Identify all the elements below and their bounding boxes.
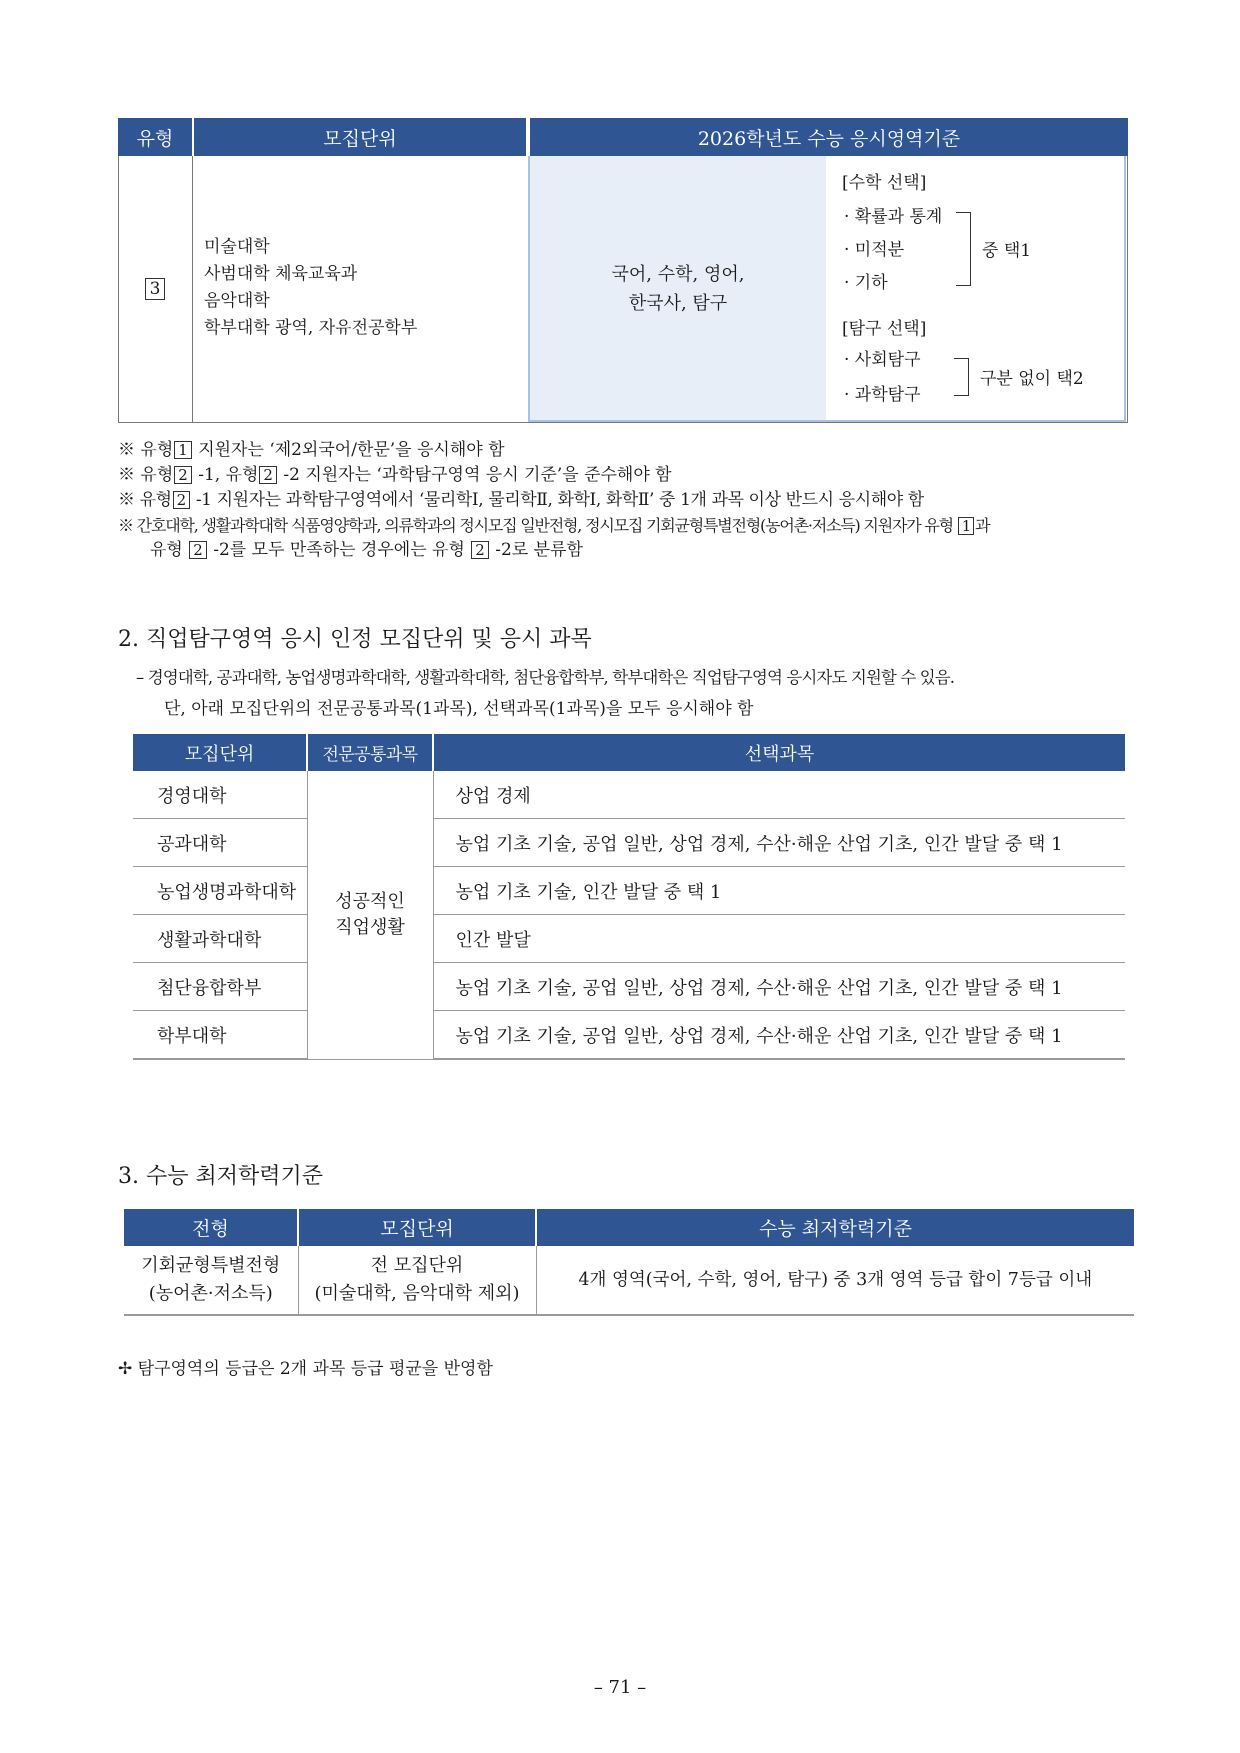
unit-item: 음악대학 <box>204 291 270 311</box>
header-unit: 모집단위 <box>194 118 526 156</box>
note-item: ※ 유형 2 -1 지원자는 과학탐구영역에서 ‘물리학Ⅰ, 물리학Ⅱ, 화학Ⅰ, 화학Ⅱ’ 중 1개 과목 이상 반드시 응시해야 함 <box>118 490 924 510</box>
elective-cell: 농업 기초 기술, 공업 일반, 상업 경제, 수산·해운 산업 기초, 인간 발달 중 택 1 <box>433 819 1125 867</box>
unit-item: 미술대학 <box>204 237 270 257</box>
vocational-inquiry-table <box>133 734 1125 1060</box>
unit-cell: 첨단융합학부 <box>133 963 307 1011</box>
unit-cell: 농업생명과학대학 <box>133 867 307 915</box>
note-item: ※ 유형 2 -1, 유형 2 -2 지원자는 ‘과학탐구영역 응시 기준’을 준수해야 함 <box>118 465 672 485</box>
math-pick: 중 택1 <box>982 241 1032 261</box>
common-subject-cell: 성공적인 직업생활 <box>307 771 433 1059</box>
table-row <box>133 915 1125 963</box>
unit-list <box>204 234 417 342</box>
table-row <box>124 1246 1134 1315</box>
inquiry-bracket <box>954 358 969 396</box>
column-divider <box>192 156 193 422</box>
note-item: 유형 2 -2를 모두 만족하는 경우에는 유형 2 -2로 분류함 <box>150 540 583 560</box>
elective-cell: 농업 기초 기술, 인간 발달 중 택 1 <box>433 867 1125 915</box>
math-option: · 미적분 <box>844 240 905 260</box>
header-unit: 모집단위 <box>133 734 307 771</box>
inquiry-pick: 구분 없이 택2 <box>980 369 1084 389</box>
unit-cell: 공과대학 <box>133 819 307 867</box>
admission-criteria-table <box>118 118 1128 424</box>
table-row <box>133 819 1125 867</box>
section-3-title: 3. 수능 최저학력기준 <box>118 1164 323 1189</box>
section-2-description: – 경영대학, 공과대학, 농업생명과학대학, 생활과학대학, 첨단융합학부, 학부대학은 직업탐구영역 응시자도 지원할 수 있음. <box>136 668 955 687</box>
header-common-subject: 전문공통과목 <box>307 734 433 771</box>
header-type: 유형 <box>118 118 192 156</box>
math-option: · 확률과 통계 <box>844 207 943 227</box>
inquiry-option: · 과학탐구 <box>844 385 921 405</box>
header-elective: 선택과목 <box>433 734 1125 771</box>
math-bracket <box>956 212 971 286</box>
elective-cell: 농업 기초 기술, 공업 일반, 상업 경제, 수산·해운 산업 기초, 인간 발달 중 택 1 <box>433 963 1125 1011</box>
note-item: ※ 간호대학, 생활과학대학 식품영양학과, 의류학과의 정시모집 일반전형, 정시모집 기회균형특별전형(농어촌·저소득) 지원자가 유형 1 과 <box>118 516 990 535</box>
inquiry-option: · 사회탐구 <box>844 350 921 370</box>
table-row <box>133 963 1125 1011</box>
unit-item: 사범대학 체육교육과 <box>204 264 358 284</box>
unit-cell: 전 모집단위 (미술대학, 음악대학 제외) <box>298 1246 536 1315</box>
math-title: [수학 선택] <box>842 173 927 193</box>
section-3-footnote: ✢ 탐구영역의 등급은 2개 과목 등급 평균을 반영함 <box>118 1359 493 1379</box>
unit-cell: 경영대학 <box>133 771 307 819</box>
elective-cell: 상업 경제 <box>433 771 1125 819</box>
section-2-title: 2. 직업탐구영역 응시 인정 모집단위 및 응시 과목 <box>118 627 592 652</box>
table-row <box>133 771 1125 819</box>
note-item: ※ 유형 1 지원자는 ‘제2외국어/한문’을 응시해야 함 <box>118 440 505 460</box>
section-2-description: 단, 아래 모집단위의 전문공통과목(1과목), 선택과목(1과목)을 모두 응시해야 함 <box>164 699 754 719</box>
unit-cell: 학부대학 <box>133 1011 307 1060</box>
criteria-cell: 4개 영역(국어, 수학, 영어, 탐구) 중 3개 영역 등급 합이 7등급 이내 <box>536 1246 1134 1315</box>
page-number: – 71 – <box>593 1677 647 1698</box>
elective-cell: 농업 기초 기술, 공업 일반, 상업 경제, 수산·해운 산업 기초, 인간 발달 중 택 1 <box>433 1011 1125 1060</box>
header-admission: 전형 <box>124 1209 298 1246</box>
required-subjects: 국어, 수학, 영어, 한국사, 탐구 <box>611 264 745 314</box>
table-row <box>133 867 1125 915</box>
math-option: · 기하 <box>844 273 888 293</box>
header-criteria: 수능 최저학력기준 <box>536 1209 1134 1246</box>
elective-cell: 인간 발달 <box>433 915 1125 963</box>
header-criteria: 2026학년도 수능 응시영역기준 <box>530 118 1128 156</box>
table-row <box>133 1011 1125 1060</box>
header-unit: 모집단위 <box>298 1209 536 1246</box>
type-number: 3 <box>118 156 192 422</box>
minimum-score-table <box>124 1209 1134 1316</box>
unit-item: 학부대학 광역, 자유전공학부 <box>204 318 418 338</box>
inquiry-title: [탐구 선택] <box>842 319 927 339</box>
admission-cell: 기회균형특별전형 (농어촌·저소득) <box>124 1246 298 1315</box>
notes <box>118 438 1128 563</box>
unit-cell: 생활과학대학 <box>133 915 307 963</box>
